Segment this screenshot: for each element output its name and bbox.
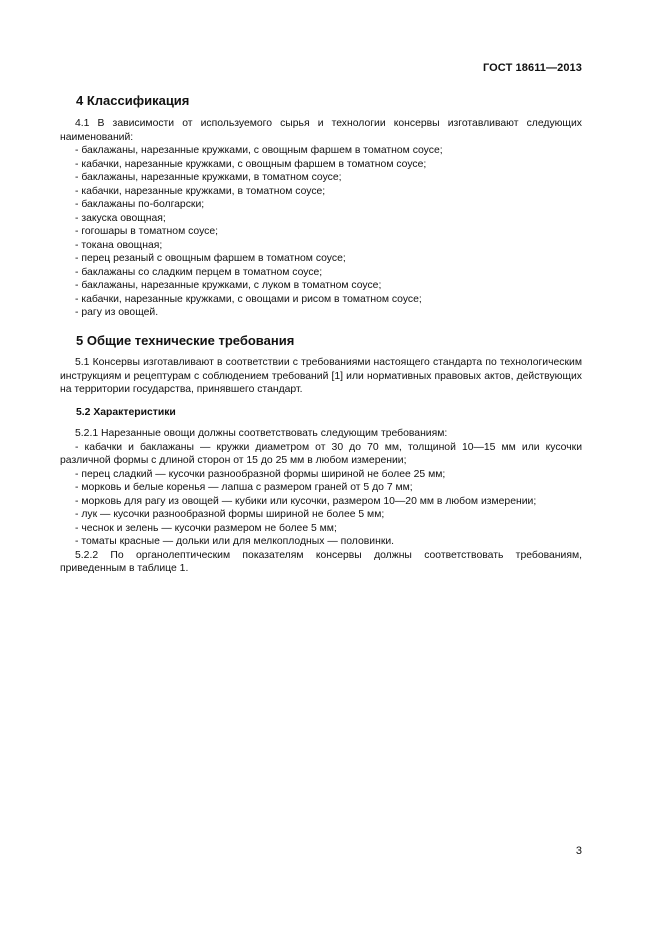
section-5-title: 5 Общие технические требования (76, 333, 295, 348)
list-item: - закуска овощная; (75, 212, 166, 224)
list-item: - морковь и белые коренья — лапша с размером граней от 5 до 7 мм; (75, 482, 413, 493)
subsection-5-2-title: 5.2 Характеристики (76, 407, 176, 418)
list-item: - баклажаны со сладким перцем в томатном соусе; (75, 266, 323, 278)
list-item: - баклажаны, нарезанные кружками, с овощным фаршем в томатном соусе; (75, 145, 443, 156)
list-item: - токана овощная; (75, 239, 163, 251)
list-item: - баклажаны, нарезанные кружками, с луком в томатном соусе; (75, 280, 382, 291)
standard-code: ГОСТ 18611—2013 (482, 62, 582, 74)
list-item: - перец резаный с овощным фаршем в томатном соусе; (75, 253, 346, 264)
section-4-body (60, 117, 582, 320)
list-item: - перец сладкий — кусочки разнообразной формы шириной не более 25 мм; (75, 468, 446, 480)
page-number: 3 (575, 845, 582, 857)
list-item: - томаты красные — дольки или для мелкоплодных — половинки. (75, 536, 395, 547)
list-item: - чеснок и зелень — кусочки размером не более 5 мм; (75, 522, 337, 534)
paragraph-5-2-2: 5.2.2 По органолептическим показателям консервы должны соответствовать требованиям, приведенным в таблице 1. (60, 549, 582, 574)
list-item: - кабачки, нарезанные кружками, в томатном соусе; (75, 185, 326, 197)
list-item: - морковь для рагу из овощей — кубики или кусочки, размером 10—20 мм в любом измерении; (75, 495, 537, 507)
section-5-1-body (60, 356, 582, 397)
list-item: - кабачки, нарезанные кружками, с овощами и рисом в томатном соусе; (75, 293, 422, 305)
list-item: - рагу из овощей. (75, 307, 159, 318)
paragraph-5-1: 5.1 Консервы изготавливают в соответствии с требованиями настоящего стандарта по технологическим инструкциям и рецептурам с соблюдением требований [1] или нормативных правовых актов, действующих на территории государства, принявшего стандарт. (60, 357, 582, 395)
list-item: - гогошары в томатном соусе; (75, 226, 219, 237)
paragraph-5-2-1: 5.2.1 Нарезанные овощи должны соответствовать следующим требованиям: (75, 428, 448, 439)
section-4-intro: 4.1 В зависимости от используемого сырья и технологии консервы изготавливают следующих наименований: (60, 118, 582, 143)
list-item: - баклажаны по-болгарски; (75, 199, 205, 210)
section-5-2-body (60, 427, 582, 576)
list-item: - кабачки, нарезанные кружками, с овощным фаршем в томатном соусе; (75, 158, 427, 170)
list-item: - лук — кусочки разнообразной формы шириной не более 5 мм; (75, 509, 385, 520)
list-item: - баклажаны, нарезанные кружками, в томатном соусе; (75, 172, 342, 183)
section-4-title: 4 Классификация (76, 93, 190, 108)
list-item: - кабачки и баклажаны — кружки диаметром от 30 до 70 мм, толщиной 10—15 мм или кусочки различной формы с длиной сторон от 15 до 25 мм в любом измерении; (60, 441, 582, 466)
